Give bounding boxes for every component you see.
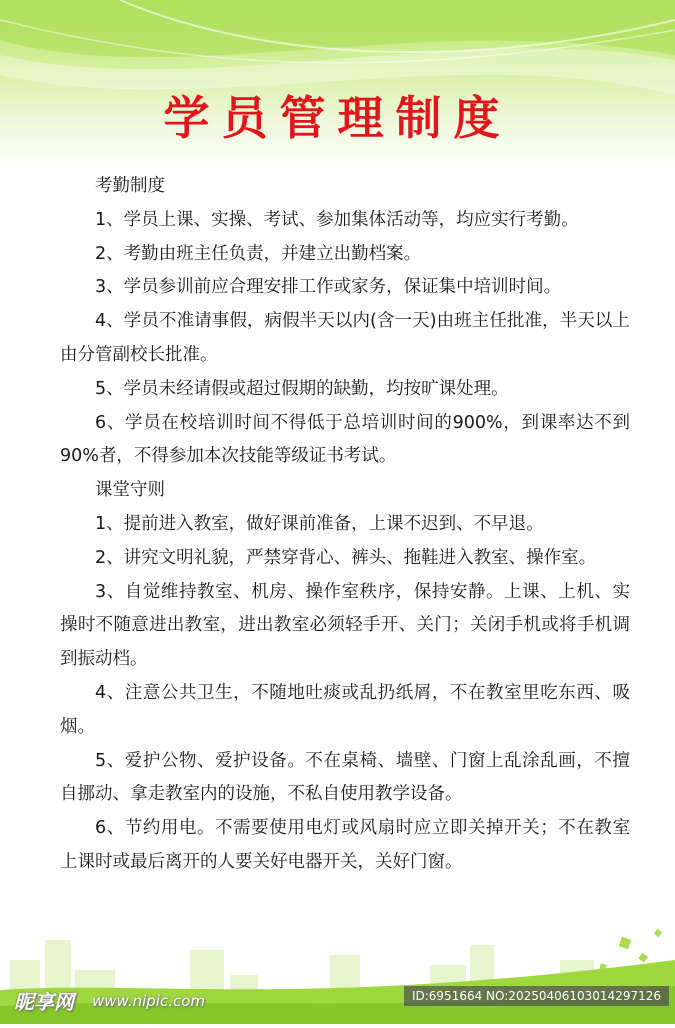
attendance-rule-6: 6、学员在校培训时间不得低于总培训时间的900%，到课率达不到90%者，不得参加本次技能等级证书考试。	[60, 412, 630, 467]
page-title: 学员管理制度	[163, 91, 512, 145]
watermark-url: www.nipic.com	[92, 992, 206, 1010]
attendance-rule-3: 3、学员参训前应合理安排工作或家务，保证集中培训时间。	[95, 277, 562, 298]
classroom-rule-5: 5、爱护公物、爱护设备。不在桌椅、墙壁、门窗上乱涂乱画，不擅自挪动、拿走教室内的设施，不私自使用教学设备。	[60, 750, 630, 805]
attendance-rule-2: 2、考勤由班主任负责，并建立出勤档案。	[95, 243, 422, 264]
rules-content	[60, 170, 630, 880]
attendance-rule-1: 1、学员上课、实操、考试、参加集体活动等，均应实行考勤。	[95, 209, 579, 230]
watermark-logo: 昵享网	[14, 990, 74, 1014]
section-heading-attendance: 考勤制度	[95, 176, 165, 196]
attendance-rule-5: 5、学员未经请假或超过假期的缺勤，均按旷课处理。	[95, 378, 509, 399]
section-heading-classroom: 课堂守则	[95, 480, 165, 501]
classroom-rule-4: 4、注意公共卫生，不随地吐痰或乱扔纸屑，不在教室里吃东西、吸烟。	[60, 682, 630, 737]
classroom-rule-2: 2、讲究文明礼貌，严禁穿背心、裤头、拖鞋进入教室、操作室。	[95, 547, 597, 568]
classroom-rule-6: 6、节约用电。不需要使用电灯或风扇时应立即关掉开关；不在教室上课时或最后离开的人要关好电器开关，关好门窗。	[60, 818, 630, 872]
watermark-id: ID:6951664 NO:20250406103014297126	[404, 986, 669, 1006]
attendance-rule-4: 4、学员不准请事假，病假半天以内(含一天)由班主任批准，半天以上由分管副校长批准。	[60, 311, 630, 365]
classroom-rule-3: 3、自觉维持教室、机房、操作室秩序，保持安静。上课、上机、实操时不随意进出教室，进出教室必须轻手开、关门；关闭手机或将手机调到振动档。	[60, 581, 630, 670]
classroom-rule-1: 1、提前进入教室，做好课前准备，上课不迟到、不早退。	[95, 513, 544, 534]
